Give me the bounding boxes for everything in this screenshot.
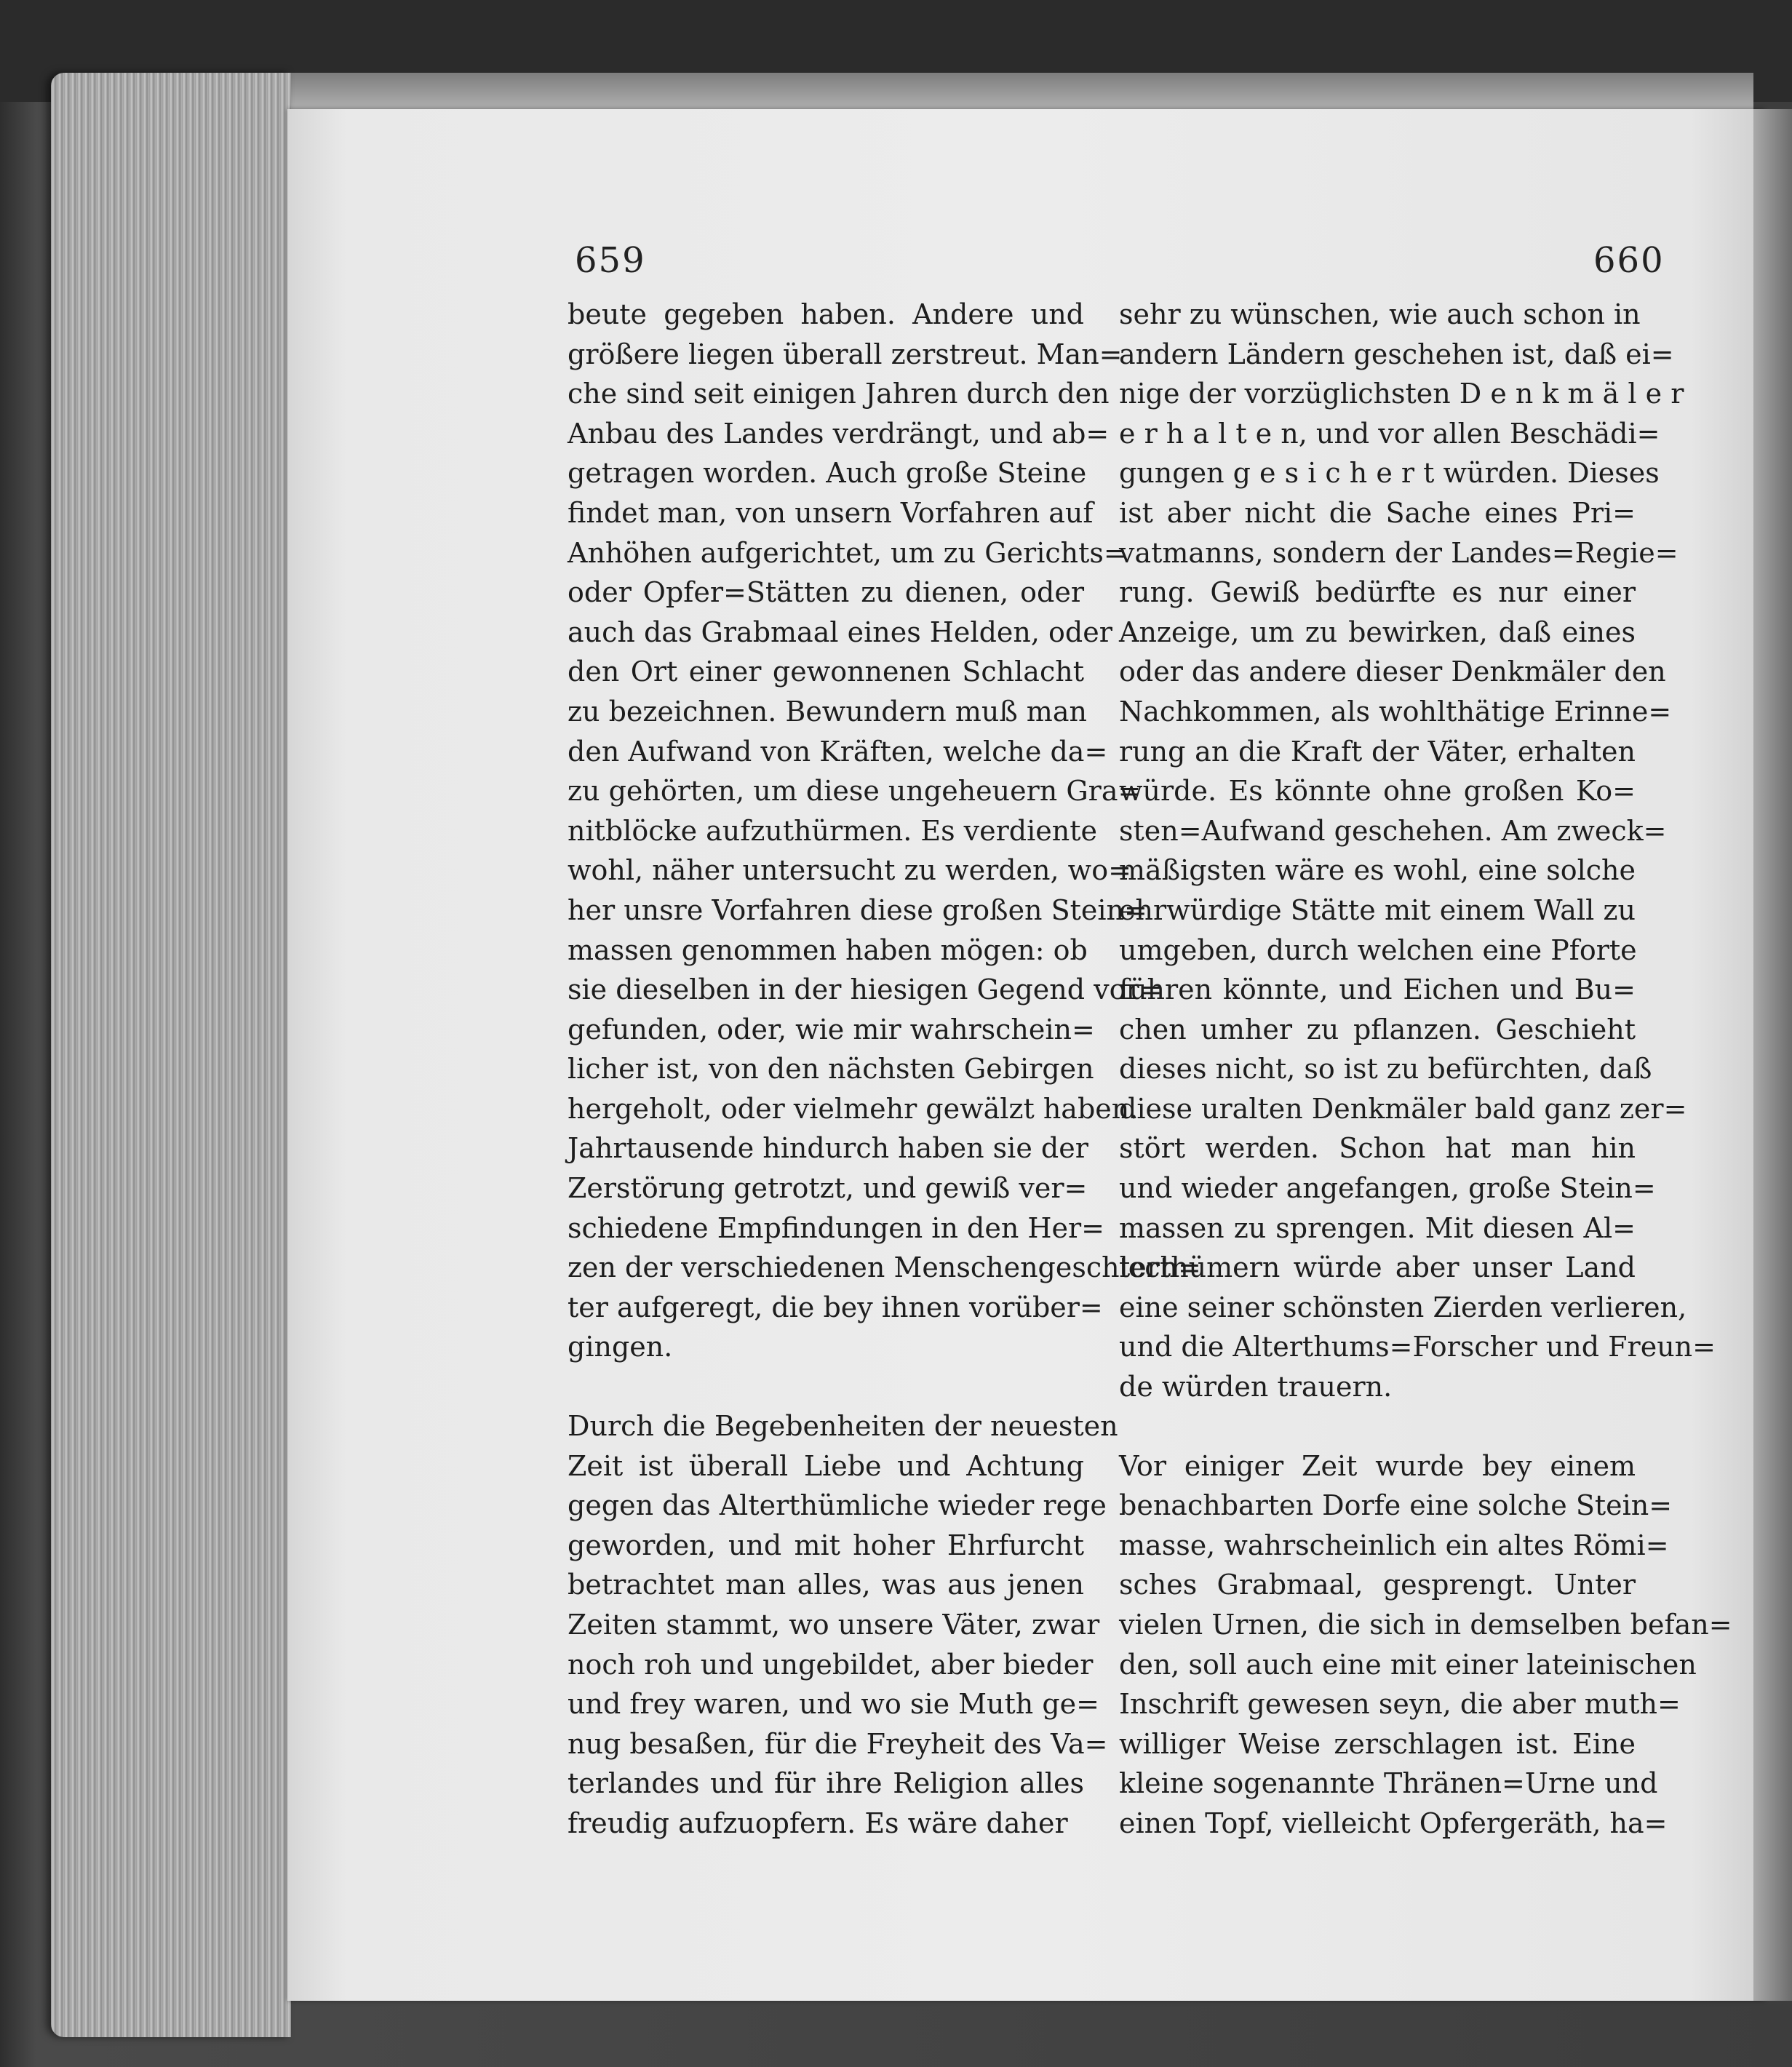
text-line: auch das Grabmaal eines Helden, oder <box>568 616 1112 648</box>
text-line: zen der verschiedenen Menschengeschlech= <box>568 1251 1201 1284</box>
text-line: Nachkommen, als wohlthätige Erinne= <box>1119 695 1672 728</box>
text-line: zu bezeichnen. Bewundern muß man <box>568 695 1087 728</box>
text-line: chen umher zu pflanzen. Geschieht <box>1119 1013 1636 1046</box>
text-line: nitblöcke aufzuthürmen. Es verdiente <box>568 814 1097 847</box>
text-line: den Aufwand von Kräften, welche da= <box>568 735 1108 768</box>
text-line: eine seiner schönsten Zierden verlieren, <box>1119 1291 1687 1323</box>
text-line: umgeben, durch welchen eine Pforte <box>1119 933 1637 966</box>
text-line: e r h a l t e n, und vor allen Beschädi= <box>1119 417 1660 450</box>
paragraph <box>568 1406 1118 1844</box>
text-line: einen Topf, vielleicht Opfergeräth, ha= <box>1119 1807 1668 1839</box>
text-line: und die Alterthums=Forscher und Freun= <box>1119 1331 1716 1363</box>
text-line: dieses nicht, so ist zu befürchten, daß <box>1119 1053 1652 1086</box>
text-line: nige der vorzüglichsten D e n k m ä l e r <box>1119 378 1684 410</box>
right-text-column <box>1119 295 1732 1844</box>
text-line: Anbau des Landes verdrängt, und ab= <box>568 417 1110 450</box>
next-page-edge <box>1753 109 1792 2001</box>
text-line: und wieder angefangen, große Stein= <box>1119 1172 1656 1205</box>
paragraph <box>1119 1446 1732 1844</box>
text-line: noch roh und ungebildet, aber bieder <box>568 1648 1094 1681</box>
text-line: würde. Es könnte ohne großen Ko= <box>1119 775 1636 808</box>
text-line: her unsre Vorfahren diese großen Stein= <box>568 893 1147 926</box>
text-line: Jahrtausende hindurch haben sie der <box>568 1132 1088 1165</box>
text-line: den Ort einer gewonnenen Schlacht <box>568 656 1084 688</box>
text-line: wohl, näher untersucht zu werden, wo= <box>568 854 1131 887</box>
text-line: massen zu sprengen. Mit diesen Al= <box>1119 1211 1636 1244</box>
text-line: hergeholt, oder vielmehr gewälzt haben. <box>568 1092 1139 1125</box>
text-line: terlandes und für ihre Religion alles <box>568 1767 1084 1800</box>
text-line: vatmanns, sondern der Landes=Regie= <box>1119 536 1678 569</box>
text-line: Zeit ist überall Liebe und Achtung <box>568 1449 1084 1482</box>
paragraph <box>568 295 1201 1367</box>
text-line: gefunden, oder, wie mir wahrschein= <box>568 1013 1095 1046</box>
text-line: andern Ländern geschehen ist, daß ei= <box>1119 338 1674 370</box>
text-line: den, soll auch eine mit einer lateinischen <box>1119 1648 1697 1681</box>
paragraph <box>1119 295 1716 1407</box>
text-line: ist aber nicht die Sache eines Pri= <box>1119 496 1636 529</box>
page-number-left: 659 <box>575 240 646 281</box>
text-line: sie dieselben in der hiesigen Gegend vor= <box>568 973 1163 1006</box>
text-line: sches Grabmaal, gesprengt. Unter <box>1119 1569 1636 1601</box>
text-line: beute gegeben haben. Andere und <box>568 298 1084 330</box>
text-line: benachbarten Dorfe eine solche Stein= <box>1119 1489 1673 1522</box>
text-line: Anhöhen aufgerichtet, um zu Gerichts= <box>568 536 1127 569</box>
page-stack-edge <box>51 73 291 2037</box>
text-line: Zerstörung getrotzt, und gewiß ver= <box>568 1172 1088 1205</box>
text-line: und frey waren, und wo sie Muth ge= <box>568 1688 1099 1721</box>
text-line: kleine sogenannte Thränen=Urne und <box>1119 1767 1658 1800</box>
text-line: Vor einiger Zeit wurde bey einem <box>1119 1449 1636 1482</box>
text-line: nug besaßen, für die Freyheit des Va= <box>568 1727 1108 1760</box>
text-line: che sind seit einigen Jahren durch den <box>568 378 1110 410</box>
text-line: massen genommen haben mögen: ob <box>568 933 1088 966</box>
text-line: geworden, und mit hoher Ehrfurcht <box>568 1529 1084 1561</box>
page-number-right: 660 <box>1593 240 1665 281</box>
text-line: de würden trauern. <box>1119 1371 1393 1403</box>
text-line: vielen Urnen, die sich in demselben befan= <box>1119 1609 1732 1641</box>
text-line: gungen g e s i c h e r t würden. Dieses <box>1119 457 1660 490</box>
text-line: zu gehörten, um diese ungeheuern Gra= <box>568 775 1142 808</box>
text-line: gegen das Alterthümliche wieder rege <box>568 1489 1107 1522</box>
text-line: schiedene Empfindungen in den Her= <box>568 1211 1105 1244</box>
text-line: terthümern würde aber unser Land <box>1119 1251 1636 1284</box>
text-line: sten=Aufwand geschehen. Am zweck= <box>1119 814 1667 847</box>
text-line: gingen. <box>568 1331 673 1363</box>
text-line: führen könnte, und Eichen und Bu= <box>1119 973 1636 1006</box>
text-line: größere liegen überall zerstreut. Man= <box>568 338 1123 370</box>
text-line: sehr zu wünschen, wie auch schon in <box>1119 298 1641 330</box>
left-text-column <box>568 295 1201 1844</box>
text-line: rung an die Kraft der Väter, erhalten <box>1119 735 1636 768</box>
text-line: freudig aufzuopfern. Es wäre daher <box>568 1807 1068 1839</box>
text-line: mäßigsten wäre es wohl, eine solche <box>1119 854 1636 887</box>
text-line: Anzeige, um zu bewirken, daß eines <box>1119 616 1636 648</box>
text-line: masse, wahrscheinlich ein altes Römi= <box>1119 1529 1669 1561</box>
text-line: oder das andere dieser Denkmäler den <box>1119 656 1666 688</box>
text-line: Zeiten stammt, wo unsere Väter, zwar <box>568 1609 1100 1641</box>
text-line: diese uralten Denkmäler bald ganz zer= <box>1119 1092 1687 1125</box>
text-line: stört werden. Schon hat man hin <box>1119 1132 1636 1165</box>
text-line: ehrwürdige Stätte mit einem Wall zu <box>1119 893 1636 926</box>
text-line: licher ist, von den nächsten Gebirgen <box>568 1053 1094 1086</box>
text-line: Inschrift gewesen seyn, die aber muth= <box>1119 1688 1681 1721</box>
text-line: ter aufgeregt, die bey ihnen vorüber= <box>568 1291 1103 1323</box>
text-line: rung. Gewiß bedürfte es nur einer <box>1119 576 1636 609</box>
text-line: oder Opfer=Stätten zu dienen, oder <box>568 576 1084 609</box>
text-line: Durch die Begebenheiten der neuesten <box>568 1410 1118 1443</box>
text-line: betrachtet man alles, was aus jenen <box>568 1569 1084 1601</box>
text-line: findet man, von unsern Vorfahren auf <box>568 496 1094 529</box>
text-line: getragen worden. Auch große Steine <box>568 457 1087 490</box>
text-line: williger Weise zerschlagen ist. Eine <box>1119 1727 1636 1760</box>
